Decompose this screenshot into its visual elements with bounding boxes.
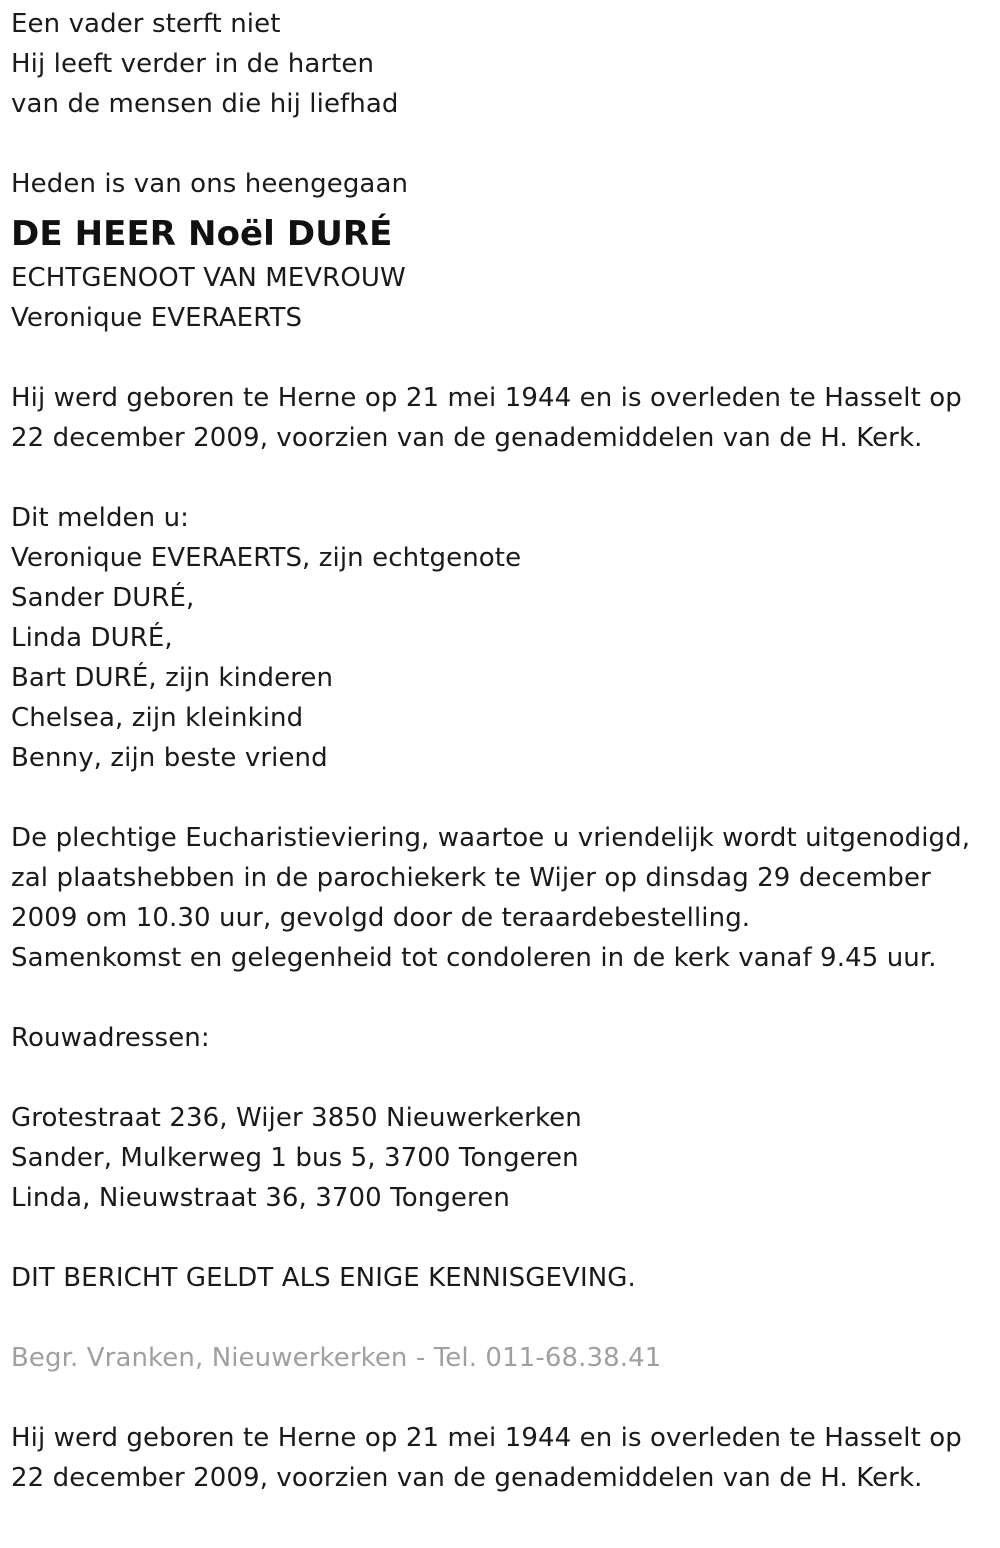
poem-line: van de mensen die hij liefhad — [11, 89, 399, 119]
deceased-name: DE HEER Noël DURÉ — [11, 214, 393, 254]
spouse-label: ECHTGENOOT VAN MEVROUW — [11, 263, 406, 293]
obituary-notice — [11, 4, 991, 1498]
announcers-section — [11, 498, 991, 778]
notice-text: DIT BERICHT GELDT ALS ENIGE KENNISGEVING. — [11, 1263, 636, 1293]
announcer-item: Veronique EVERAERTS, zijn echtgenote — [11, 543, 522, 573]
spacer — [11, 1378, 991, 1418]
address-item: Grotestraat 236, Wijer 3850 Nieuwerkerken — [11, 1103, 582, 1133]
announcer-item: Sander DURÉ, — [11, 583, 195, 613]
poem-line: Een vader sterft niet — [11, 9, 281, 39]
paragraph-line: Samenkomst en gelegenheid tot condoleren in de kerk vanaf 9.45 uur. — [11, 943, 937, 973]
address-item: Sander, Mulkerweg 1 bus 5, 3700 Tongeren — [11, 1143, 579, 1173]
address-item: Linda, Nieuwstraat 36, 3700 Tongeren — [11, 1183, 510, 1213]
paragraph-line: zal plaatshebben in de parochiekerk te Wijer op dinsdag 29 december — [11, 863, 931, 893]
intro-text: Heden is van ons heengegaan — [11, 169, 409, 199]
announcer-item: Bart DURÉ, zijn kinderen — [11, 663, 334, 693]
birth-death-paragraph — [11, 378, 991, 458]
spacer — [11, 778, 991, 818]
poem-line: Hij leeft verder in de harten — [11, 49, 375, 79]
paragraph-line: Hij werd geboren te Herne op 21 mei 1944 en is overleden te Hasselt op — [11, 383, 962, 413]
ceremony-paragraph — [11, 818, 991, 978]
spouse-name: Veronique EVERAERTS — [11, 303, 303, 333]
spacer — [11, 124, 991, 164]
announcer-item: Chelsea, zijn kleinkind — [11, 703, 304, 733]
announcers-heading: Dit melden u: — [11, 503, 190, 533]
spacer — [11, 1218, 991, 1258]
spacer — [11, 338, 991, 378]
announcer-item: Benny, zijn beste vriend — [11, 743, 328, 773]
addresses-heading: Rouwadressen: — [11, 1023, 210, 1053]
spacer — [11, 1058, 991, 1098]
paragraph-line: 2009 om 10.30 uur, gevolgd door de teraardebestelling. — [11, 903, 751, 933]
paragraph-line: 22 december 2009, voorzien van de genademiddelen van de H. Kerk. — [11, 423, 923, 453]
paragraph-line: De plechtige Eucharistieviering, waartoe u vriendelijk wordt uitgenodigd, — [11, 823, 971, 853]
funeral-home-info: Begr. Vranken, Nieuwerkerken - Tel. 011-68.38.41 — [11, 1343, 662, 1373]
spacer — [11, 978, 991, 1018]
birth-death-paragraph-repeat — [11, 1418, 991, 1498]
paragraph-line: 22 december 2009, voorzien van de genademiddelen van de H. Kerk. — [11, 1463, 923, 1493]
poem — [11, 4, 991, 124]
addresses-list — [11, 1098, 991, 1218]
spacer — [11, 458, 991, 498]
spacer — [11, 1298, 991, 1338]
paragraph-line: Hij werd geboren te Herne op 21 mei 1944 en is overleden te Hasselt op — [11, 1423, 962, 1453]
announcer-item: Linda DURÉ, — [11, 623, 173, 653]
